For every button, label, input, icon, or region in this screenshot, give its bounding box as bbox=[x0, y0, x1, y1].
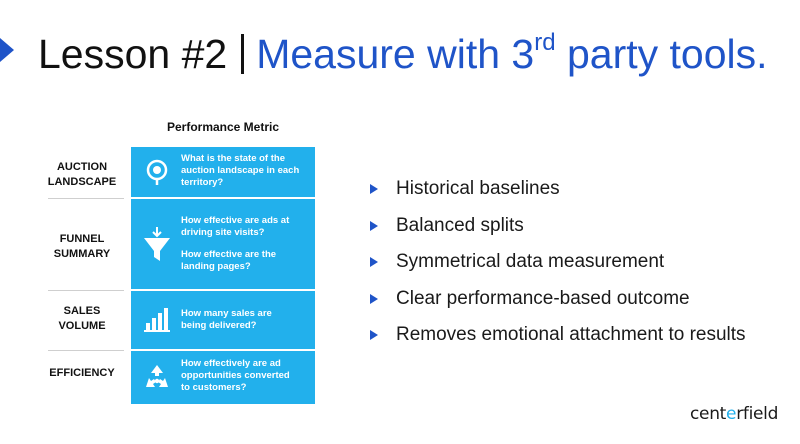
metric-panel bbox=[131, 147, 315, 404]
headline bbox=[256, 31, 767, 77]
funnel-icon bbox=[143, 227, 171, 263]
row-divider bbox=[48, 198, 124, 199]
row-label-efficiency: EFFICIENCY bbox=[49, 367, 115, 379]
bullet-arrow-icon bbox=[370, 221, 378, 231]
bullet-arrow-icon bbox=[370, 257, 378, 267]
list-item: Clear performance-based outcome bbox=[370, 285, 746, 322]
list-item: Symmetrical data measurement bbox=[370, 248, 746, 285]
metric-heading: Performance Metric bbox=[166, 120, 280, 134]
target-search-icon bbox=[143, 158, 171, 186]
bullet-arrow-icon bbox=[370, 294, 378, 304]
lesson-label: Lesson #2 bbox=[38, 31, 228, 77]
metric-cell-sales: How many sales are being delivered? bbox=[131, 291, 315, 349]
row-label-sales: SALES VOLUME bbox=[58, 305, 106, 332]
headline-end: party tools. bbox=[555, 31, 768, 77]
bar-chart-icon bbox=[143, 305, 171, 333]
row-divider bbox=[48, 290, 124, 291]
headline-main: Measure with 3 bbox=[256, 31, 535, 77]
bullet-list bbox=[370, 175, 746, 358]
headline-superscript: rd bbox=[534, 29, 556, 56]
title-divider bbox=[241, 34, 244, 74]
list-item: Historical baselines bbox=[370, 175, 746, 212]
row-divider bbox=[48, 350, 124, 351]
row-label-funnel: FUNNEL SUMMARY bbox=[53, 233, 111, 260]
metric-cell-auction: What is the state of the auction landscape in each territory? bbox=[131, 147, 315, 197]
bullet-arrow-icon bbox=[370, 184, 378, 194]
list-item: Removes emotional attachment to results bbox=[370, 321, 746, 358]
recycle-people-icon bbox=[143, 363, 171, 391]
row-label-auction: AUCTION LANDSCAPE bbox=[47, 161, 117, 188]
bullet-arrow-icon bbox=[370, 330, 378, 340]
corner-arrow-icon bbox=[0, 38, 14, 62]
slide-title bbox=[38, 30, 768, 78]
list-item: Balanced splits bbox=[370, 212, 746, 249]
metric-cell-funnel: How effective are ads at driving site visits? How effective are the landing pages? bbox=[131, 199, 315, 289]
centerfield-logo: centerfield bbox=[690, 404, 779, 424]
metric-cell-efficiency: How effectively are ad opportunities converted to customers? bbox=[131, 351, 315, 404]
